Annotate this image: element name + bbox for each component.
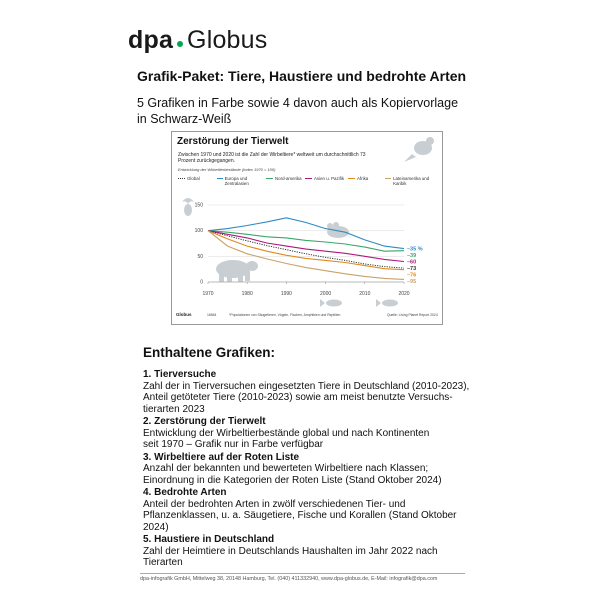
chart-caption: Entwicklung der Wirbeltierbestände (Index 1970 = 100) (178, 167, 276, 172)
page-title: Grafik-Paket: Tiere, Haustiere und bedrohte Arten (137, 68, 467, 84)
x-tick-label: 2010 (359, 291, 371, 297)
legend-label: Global (187, 176, 200, 181)
chart-footer-note: *Populationen von Säugetieren, Vögeln, Fischen, Amphibien und Reptilien (229, 313, 341, 317)
legend-label: Nord-amerika (275, 176, 302, 181)
chart-title: Zerstörung der Tierwelt (177, 136, 289, 147)
list-item-title: 1. Tierversuche (143, 369, 217, 380)
legend-swatch (266, 178, 273, 179)
end-value-label: –95 (407, 279, 417, 286)
legend-item-europe (217, 176, 263, 186)
legend-label: Asien u. Pazifik (314, 176, 345, 181)
end-value-label: –35 % (407, 246, 423, 253)
logo-dpa-text: dpa (128, 26, 174, 54)
y-tick-label: 150 (194, 202, 203, 209)
list-item-title: 3. Wirbeltiere auf der Roten Liste (143, 451, 300, 463)
chart-footer-source: Quelle: Living Planet Report 2024 (387, 313, 438, 317)
bird-silhouette-icon (404, 137, 434, 162)
list-item-desc: Anteil der bedrohten Arten in zwölf verschiedenen Tier- und Pflanzenklassen, u. a. Säugetiere, Fische und Korallen (Stand Oktober 2024) (143, 498, 457, 533)
dpa-globus-logo (128, 26, 267, 55)
list-item-title: 5. Haustiere in Deutschland (143, 534, 275, 545)
chart-footer-brand: Globus (176, 312, 192, 317)
legend-swatch (178, 178, 185, 179)
list-item (143, 452, 503, 487)
x-tick-label: 1980 (241, 291, 253, 297)
footer-address: dpa-infografik GmbH, Mittelweg 38, 20148 Hamburg, Tel. (040) 411332940, www.dpa-globus.de, E-Mail: infografik@dpa.com (140, 576, 438, 582)
list-item (143, 534, 503, 569)
legend-swatch (348, 178, 355, 179)
legend-item-asia (305, 176, 345, 181)
chart-end-labels (407, 247, 423, 286)
x-tick-label: 1970 (202, 291, 214, 297)
legend-item-africa (348, 176, 382, 181)
chart-footer-code: 16564 (207, 313, 217, 317)
polar-bear-silhouette-icon (216, 260, 258, 282)
y-tick-label: 100 (194, 228, 203, 235)
chart-subtitle: Zwischen 1970 und 2020 ist die Zahl der Wirbeltiere* weltweit um durchschnittlich 73 Prozent zurückgegangen. (178, 152, 366, 164)
end-value-label: –73 (407, 266, 417, 273)
list-item (143, 369, 503, 415)
footer-divider (140, 573, 465, 574)
legend-item-latin-america (385, 176, 437, 186)
x-tick-label: 2020 (398, 291, 410, 297)
chart-footer (176, 312, 440, 317)
legend-label: Europa und Zentralasien (224, 176, 249, 186)
x-tick-label: 1990 (280, 291, 292, 297)
y-tick-label: 0 (200, 279, 203, 286)
legend-item-north-america (266, 176, 302, 181)
list-item (143, 487, 503, 533)
legend-label: Lateinamerika und Karibik (393, 176, 430, 186)
list-item-desc: Zahl der Heimtiere in Deutschlands Haushalten im Jahr 2022 nach Tierarten (143, 545, 438, 568)
chart-figure (171, 131, 443, 325)
list-item (143, 416, 503, 451)
legend-swatch (385, 178, 391, 179)
legend-item-global (178, 176, 214, 181)
list-item-title: 4. Bedrohte Arten (143, 487, 227, 498)
page-subtitle: 5 Grafiken in Farbe sowie 4 davon auch als Kopiervorlage in Schwarz-Weiß (137, 96, 459, 126)
chart-legend (178, 176, 440, 196)
series-line (208, 231, 404, 252)
logo-globus-text: Globus (187, 26, 268, 54)
list-item-desc: Entwicklung der Wirbeltierbestände global und nach Kontinenten seit 1970 – Grafik nur in Farbe verfügbar (143, 427, 430, 450)
contents-list (143, 368, 503, 569)
legend-swatch (305, 178, 312, 179)
x-tick-label: 2000 (320, 291, 332, 297)
end-value-label: –39 (407, 253, 417, 260)
contents-title: Enthaltene Grafiken: (143, 345, 276, 360)
end-value-label: –60 (407, 259, 417, 266)
legend-label: Afrika (357, 176, 369, 181)
end-value-label: –76 (407, 272, 417, 279)
fish-silhouette-icon (320, 299, 398, 307)
logo-dot-icon (177, 41, 183, 47)
list-item-title: 2. Zerstörung der Tierwelt (143, 416, 266, 427)
list-item-desc: Zahl der in Tierversuchen eingesetzten Tiere in Deutschland (2010-2023), Anteil getöteter Tiere (2010-2023) sowie am meist benutzte Versuchs- tierarten 2023 (143, 380, 470, 415)
y-tick-label: 50 (197, 253, 203, 260)
series-line (208, 231, 404, 262)
bird-flying-silhouette-icon (182, 198, 194, 216)
legend-swatch (217, 178, 223, 179)
list-item-desc: Anzahl der bekannten und bewerteten Wirbeltiere nach Klassen; Einordnung in die Kategorien der Roten Liste (Stand Oktober 2024) (143, 463, 442, 486)
